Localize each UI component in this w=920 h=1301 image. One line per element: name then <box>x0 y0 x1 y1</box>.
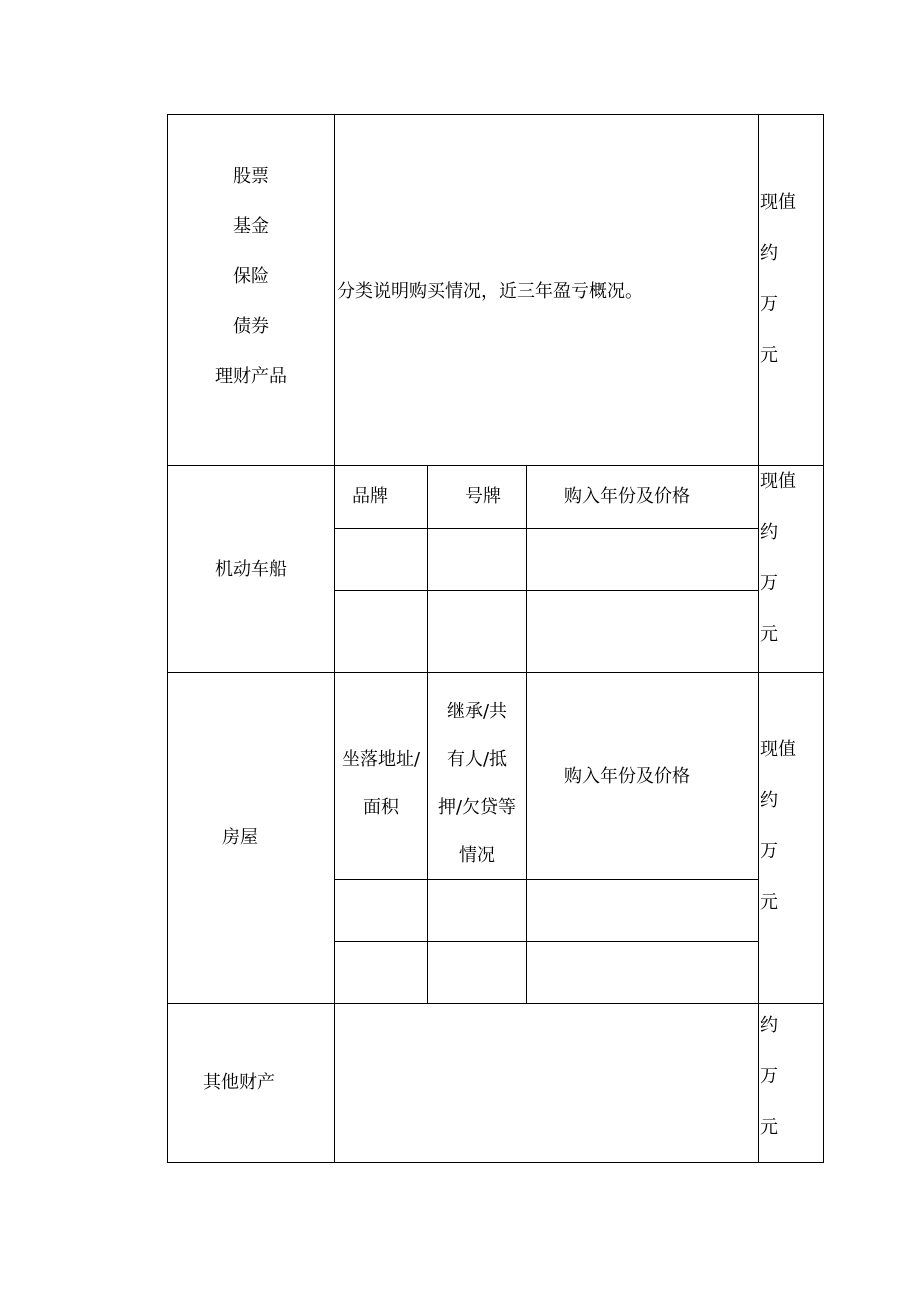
vehicle-row-divider-2 <box>334 590 758 591</box>
category-wealth-products: 理财产品 <box>215 366 287 387</box>
other-property-label: 其他财产 <box>203 1072 275 1093</box>
housing-row-divider-1 <box>334 879 758 880</box>
housing-address-header: 坐落地址/ 面积 <box>341 749 421 818</box>
vehicles-value-note: 现值 约 万 元 <box>760 471 796 645</box>
vehicles-label: 机动车船 <box>215 559 287 580</box>
table-top-border <box>167 114 824 115</box>
housing-row-divider-2 <box>334 941 758 942</box>
vehicle-brand-header: 品牌 <box>352 486 388 507</box>
category-insurance: 保险 <box>233 266 269 287</box>
housing-value-note: 现值 约 万 元 <box>760 739 796 913</box>
investment-categories <box>168 152 334 402</box>
value-column-divider <box>758 114 759 1163</box>
table-right-border <box>823 114 824 1163</box>
housing-status-header: 继承/共 有人/抵 押/欠贷等 情况 <box>437 701 517 866</box>
investment-description: 分类说明购买情况，近三年盈亏概况。 <box>337 281 643 302</box>
row-divider-vehicles-housing <box>167 672 824 673</box>
vehicle-row-divider-1 <box>334 528 758 529</box>
housing-label: 房屋 <box>222 827 258 848</box>
investment-value-note: 现值 约 万 元 <box>760 192 796 366</box>
category-funds: 基金 <box>233 216 269 237</box>
category-bonds: 债券 <box>233 316 269 337</box>
table-bottom-border <box>167 1162 824 1163</box>
category-stocks: 股票 <box>233 166 269 187</box>
row-divider-housing-other <box>167 1003 824 1004</box>
label-column-divider <box>334 114 335 1163</box>
vehicle-purchase-header: 购入年份及价格 <box>564 486 690 507</box>
row-divider-investments-vehicles <box>167 465 824 466</box>
housing-sub-column-divider-2 <box>526 672 527 1004</box>
vehicle-plate-header: 号牌 <box>465 486 501 507</box>
other-property-value-note: 约 万 元 <box>760 1015 778 1138</box>
housing-purchase-header: 购入年份及价格 <box>564 766 690 787</box>
